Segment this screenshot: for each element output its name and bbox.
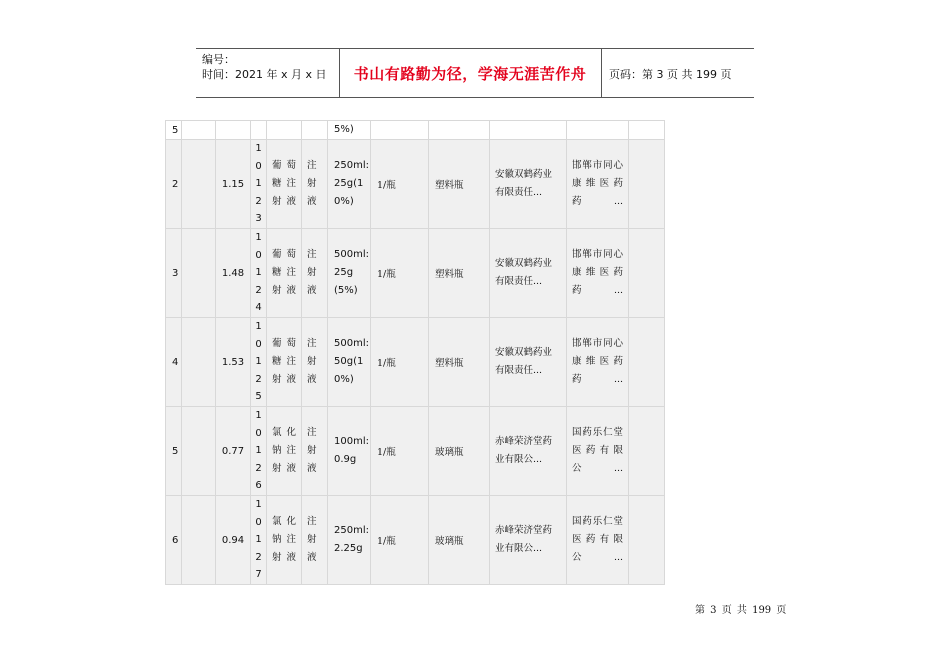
code-digit: 0 bbox=[255, 338, 262, 350]
drug-price-table bbox=[165, 120, 665, 585]
drug-spec: 500ml:50g(10%) bbox=[328, 318, 371, 407]
code-digit: 2 bbox=[255, 551, 262, 563]
package-unit: 1/瓶 bbox=[371, 496, 429, 585]
page-footer: 第 3 页 共 199 页 bbox=[695, 605, 787, 616]
code-digit: 1 bbox=[255, 178, 262, 190]
drug-spec: 5%) bbox=[328, 121, 371, 140]
drug-name: 葡萄糖注射液 bbox=[267, 318, 302, 407]
row-number: 5 bbox=[166, 407, 182, 496]
header-page-info: 页码：第 3 页 共 199 页 bbox=[609, 68, 732, 81]
row-number: 4 bbox=[166, 318, 182, 407]
package-material: 玻璃瓶 bbox=[429, 496, 490, 585]
supplier: 国药乐仁堂医药有限公... bbox=[567, 496, 629, 585]
drug-spec: 250ml:2.25g bbox=[328, 496, 371, 585]
code-digit: 0 bbox=[255, 160, 262, 172]
package-unit: 1/瓶 bbox=[371, 407, 429, 496]
code-digit: 1 bbox=[255, 410, 262, 422]
manufacturer: 安徽双鹤药业有限责任... bbox=[490, 229, 567, 318]
manufacturer: 安徽双鹤药业有限责任... bbox=[490, 140, 567, 229]
code-digit: 3 bbox=[255, 213, 262, 225]
supplier: 邯郸市同心康维医药药... bbox=[567, 140, 629, 229]
row-number: 6 bbox=[166, 496, 182, 585]
row-number: 3 bbox=[166, 229, 182, 318]
code-digit: 1 bbox=[255, 499, 262, 511]
manufacturer: 赤峰荣济堂药业有限公... bbox=[490, 496, 567, 585]
header-divider bbox=[601, 49, 602, 97]
code-digit: 1 bbox=[255, 321, 262, 333]
code-digit: 2 bbox=[255, 462, 262, 474]
code-digit: 1 bbox=[255, 267, 262, 279]
document-date: 时间：2021 年 x 月 x 日 bbox=[202, 68, 327, 81]
drug-spec: 500ml:25g(5%) bbox=[328, 229, 371, 318]
drug-name: 氯化钠注射液 bbox=[267, 407, 302, 496]
table-row bbox=[166, 140, 665, 229]
code-digit: 2 bbox=[255, 284, 262, 296]
drug-spec: 100ml:0.9g bbox=[328, 407, 371, 496]
header-motto: 书山有路勤为径，学海无涯苦作舟 bbox=[353, 64, 587, 83]
unit-price: 0.77 bbox=[216, 407, 251, 496]
drug-code bbox=[251, 407, 267, 496]
package-material: 塑料瓶 bbox=[429, 140, 490, 229]
unit-price: 1.15 bbox=[216, 140, 251, 229]
package-unit: 1/瓶 bbox=[371, 229, 429, 318]
row-number: 5 bbox=[166, 121, 182, 140]
document-number-label: 编号： bbox=[202, 53, 235, 66]
code-digit: 0 bbox=[255, 516, 262, 528]
row-number: 2 bbox=[166, 140, 182, 229]
unit-price: 1.48 bbox=[216, 229, 251, 318]
drug-code bbox=[251, 496, 267, 585]
package-material: 塑料瓶 bbox=[429, 229, 490, 318]
drug-code bbox=[251, 229, 267, 318]
code-digit: 1 bbox=[255, 143, 262, 155]
supplier: 邯郸市同心康维医药药... bbox=[567, 229, 629, 318]
drug-name: 葡萄糖注射液 bbox=[267, 140, 302, 229]
page-header bbox=[196, 48, 754, 98]
dosage-form: 注射液 bbox=[302, 407, 328, 496]
drug-name: 氯化钠注射液 bbox=[267, 496, 302, 585]
table-row bbox=[166, 407, 665, 496]
dosage-form: 注射液 bbox=[302, 318, 328, 407]
package-material: 塑料瓶 bbox=[429, 318, 490, 407]
drug-code bbox=[251, 140, 267, 229]
table-row bbox=[166, 121, 665, 140]
code-digit: 7 bbox=[255, 569, 262, 581]
dosage-form: 注射液 bbox=[302, 496, 328, 585]
supplier: 邯郸市同心康维医药药... bbox=[567, 318, 629, 407]
drug-code bbox=[251, 318, 267, 407]
code-digit: 6 bbox=[255, 480, 262, 492]
table-row bbox=[166, 229, 665, 318]
drug-name: 葡萄糖注射液 bbox=[267, 229, 302, 318]
unit-price: 0.94 bbox=[216, 496, 251, 585]
table-row bbox=[166, 318, 665, 407]
header-meta bbox=[202, 52, 327, 82]
code-digit: 5 bbox=[255, 391, 262, 403]
code-digit: 1 bbox=[255, 356, 262, 368]
drug-spec: 250ml:25g(10%) bbox=[328, 140, 371, 229]
code-digit: 1 bbox=[255, 534, 262, 546]
table-row bbox=[166, 496, 665, 585]
unit-price: 1.53 bbox=[216, 318, 251, 407]
code-digit: 1 bbox=[255, 232, 262, 244]
package-material: 玻璃瓶 bbox=[429, 407, 490, 496]
code-digit: 0 bbox=[255, 249, 262, 261]
manufacturer: 安徽双鹤药业有限责任... bbox=[490, 318, 567, 407]
package-unit: 1/瓶 bbox=[371, 318, 429, 407]
code-digit: 0 bbox=[255, 427, 262, 439]
dosage-form: 注射液 bbox=[302, 140, 328, 229]
manufacturer: 赤峰荣济堂药业有限公... bbox=[490, 407, 567, 496]
code-digit: 2 bbox=[255, 195, 262, 207]
dosage-form: 注射液 bbox=[302, 229, 328, 318]
code-digit: 1 bbox=[255, 445, 262, 457]
package-unit: 1/瓶 bbox=[371, 140, 429, 229]
code-digit: 2 bbox=[255, 373, 262, 385]
code-digit: 4 bbox=[255, 302, 262, 314]
supplier: 国药乐仁堂医药有限公... bbox=[567, 407, 629, 496]
